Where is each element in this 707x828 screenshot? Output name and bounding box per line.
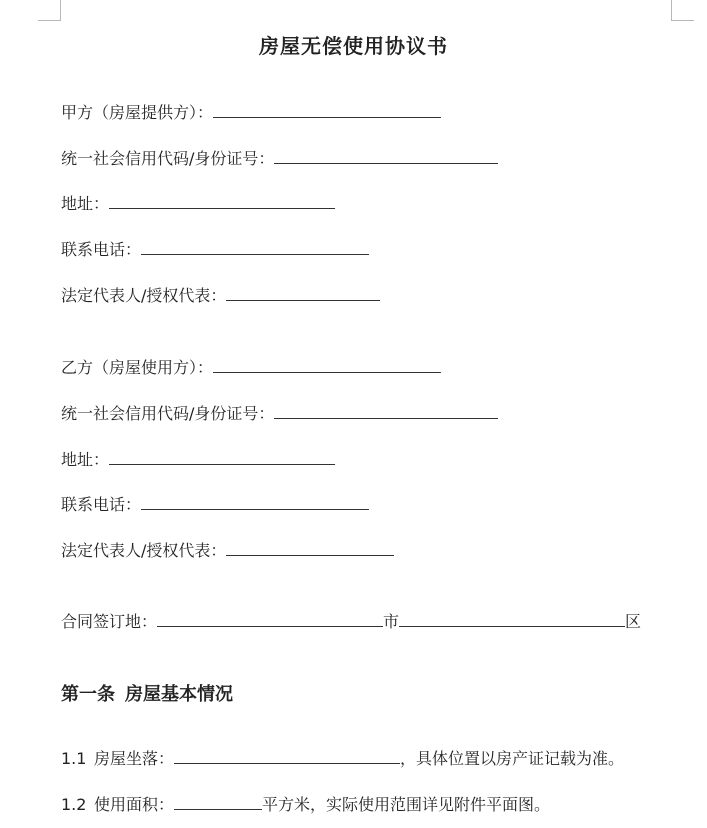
party-b-rep-label: 法定代表人/授权代表： — [61, 541, 227, 560]
party-b-address-label: 地址： — [61, 450, 110, 469]
clause-1-1-line — [61, 746, 624, 770]
article-1-number: 第一条 — [61, 684, 115, 705]
party-a-rep-label: 法定代表人/授权代表： — [61, 286, 227, 305]
signing-place-label: 合同签订地： — [61, 612, 158, 631]
signing-place-line — [61, 609, 641, 633]
party-a-address-label: 地址： — [61, 194, 110, 213]
party-b-rep-blank[interactable] — [226, 538, 394, 556]
party-a-phone-line — [61, 237, 369, 261]
page-corner-mark-right — [671, 0, 694, 21]
clause-1-2-number: 1.2 — [61, 795, 87, 814]
page-corner-mark-left — [38, 0, 61, 21]
party-b-address-blank[interactable] — [109, 447, 335, 465]
party-b-address-line — [61, 447, 335, 471]
clause-1-1-label: 房屋坐落： — [94, 749, 175, 768]
party-a-id-blank[interactable] — [274, 146, 498, 164]
party-a-id-line — [61, 146, 498, 170]
party-a-address-line — [61, 191, 335, 215]
document-title: 房屋无偿使用协议书 — [259, 34, 448, 58]
party-b-phone-line — [61, 492, 369, 516]
signing-city-suffix: 市 — [383, 612, 400, 631]
clause-1-1-suffix: ，具体位置以房产证记载为准。 — [400, 749, 625, 768]
party-a-phone-label: 联系电话： — [61, 240, 142, 259]
clause-1-2-suffix: 平方米，实际使用范围详见附件平面图。 — [262, 795, 551, 814]
party-b-name-line — [61, 355, 441, 379]
article-1-title: 房屋基本情况 — [125, 684, 233, 705]
clause-1-2-area-blank[interactable] — [174, 792, 262, 810]
signing-district-suffix: 区 — [625, 612, 642, 631]
party-b-id-line — [61, 401, 498, 425]
party-a-name-label: 甲方（房屋提供方）： — [61, 103, 214, 122]
party-b-rep-line — [61, 538, 394, 562]
party-b-id-blank[interactable] — [274, 401, 498, 419]
party-a-address-blank[interactable] — [109, 191, 335, 209]
signing-district-blank[interactable] — [399, 609, 625, 627]
party-b-phone-blank[interactable] — [141, 492, 369, 510]
party-b-name-label: 乙方（房屋使用方）： — [61, 358, 214, 377]
party-b-phone-label: 联系电话： — [61, 495, 142, 514]
party-b-name-blank[interactable] — [213, 355, 441, 373]
clause-1-1-number: 1.1 — [61, 749, 87, 768]
party-a-name-blank[interactable] — [213, 100, 441, 118]
party-b-id-label: 统一社会信用代码/身份证号： — [61, 404, 275, 423]
article-1-heading — [61, 680, 233, 706]
party-a-rep-line — [61, 283, 380, 307]
clause-1-2-label: 使用面积： — [94, 795, 175, 814]
party-a-rep-blank[interactable] — [226, 283, 380, 301]
clause-1-2-line — [61, 792, 550, 816]
party-a-phone-blank[interactable] — [141, 237, 369, 255]
signing-city-blank[interactable] — [157, 609, 383, 627]
party-a-name-line — [61, 100, 441, 124]
party-a-id-label: 统一社会信用代码/身份证号： — [61, 149, 275, 168]
clause-1-1-location-blank[interactable] — [174, 746, 400, 764]
